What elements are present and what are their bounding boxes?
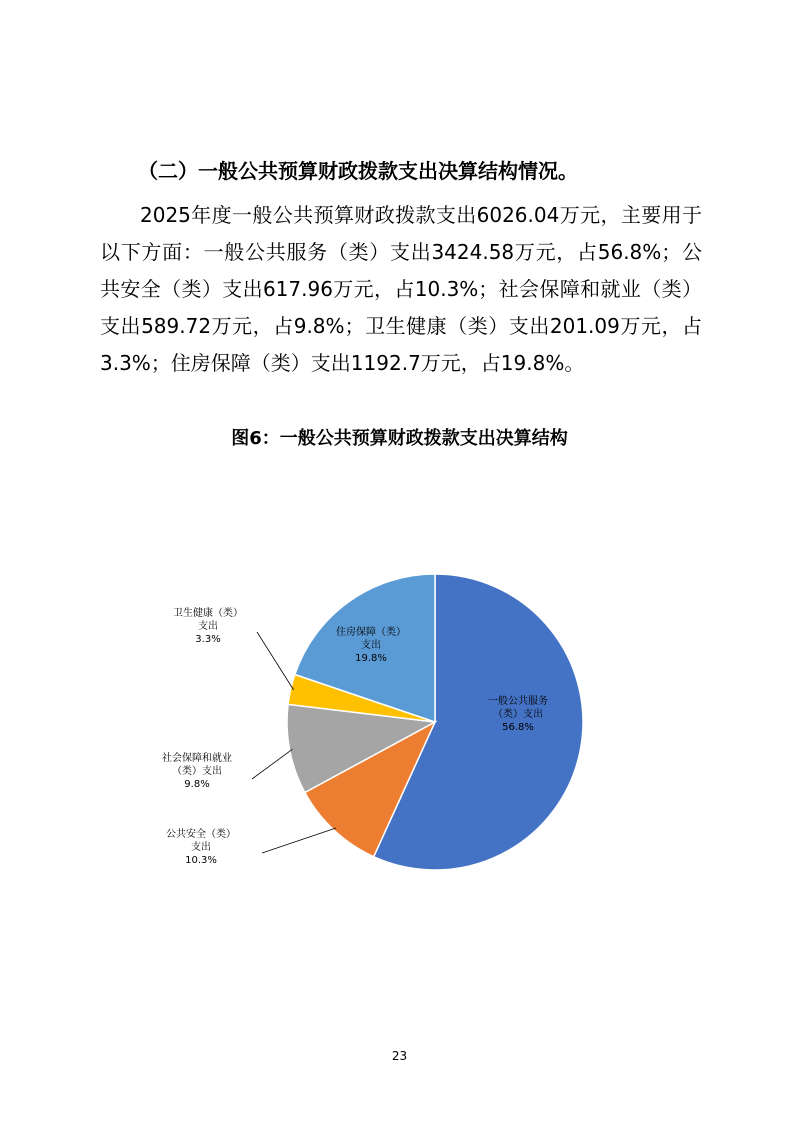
slice-label-name-2: 公共安全（类） <box>166 829 236 840</box>
slice-label-percent-2: 10.3% <box>185 855 217 866</box>
slice-label-name-cont-3: （类）支出 <box>172 766 222 777</box>
leader-line-2 <box>262 828 336 853</box>
figure-title: 图6：一般公共预算财政拨款支出决算结构 <box>231 428 568 449</box>
slice-label-name-4: 卫生健康（类） <box>173 608 243 619</box>
pie-slices <box>287 574 583 870</box>
slice-label-name-1: 一般公共服务 <box>488 696 548 707</box>
slice-label-name-cont-5: 支出 <box>361 640 381 651</box>
slice-label-percent-5: 19.8% <box>355 653 387 664</box>
section-heading: （二）一般公共预算财政拨款支出决算结构情况。 <box>138 159 578 183</box>
leader-line-3 <box>252 749 293 779</box>
slice-label-name-5: 住房保障（类） <box>336 627 406 638</box>
slice-label-percent-1: 56.8% <box>502 722 534 733</box>
slice-label-name-3: 社会保障和就业 <box>162 753 232 764</box>
page-number: 23 <box>391 1049 408 1063</box>
slice-label-name-cont-1: （类）支出 <box>493 709 543 720</box>
slice-label-percent-3: 9.8% <box>184 779 210 790</box>
leader-line-4 <box>257 632 294 690</box>
body-paragraph: 2025年度一般公共预算财政拨款支出6026.04万元，主要用于以下方面：一般公共服务（类）支出3424.58万元，占56.8%；公共安全（类）支出617.96万元，占10.3%；社会保障和就业（类）支出589.72万元，占9.8%；卫生健康（类）支出201.09万元，占3.3%；住房保障（类）支出1192.7万元，占19.8%。 <box>100 203 702 375</box>
slice-label-name-cont-4: 支出 <box>198 621 218 632</box>
slice-label-percent-4: 3.3% <box>195 634 221 645</box>
slice-label-name-cont-2: 支出 <box>191 842 211 853</box>
